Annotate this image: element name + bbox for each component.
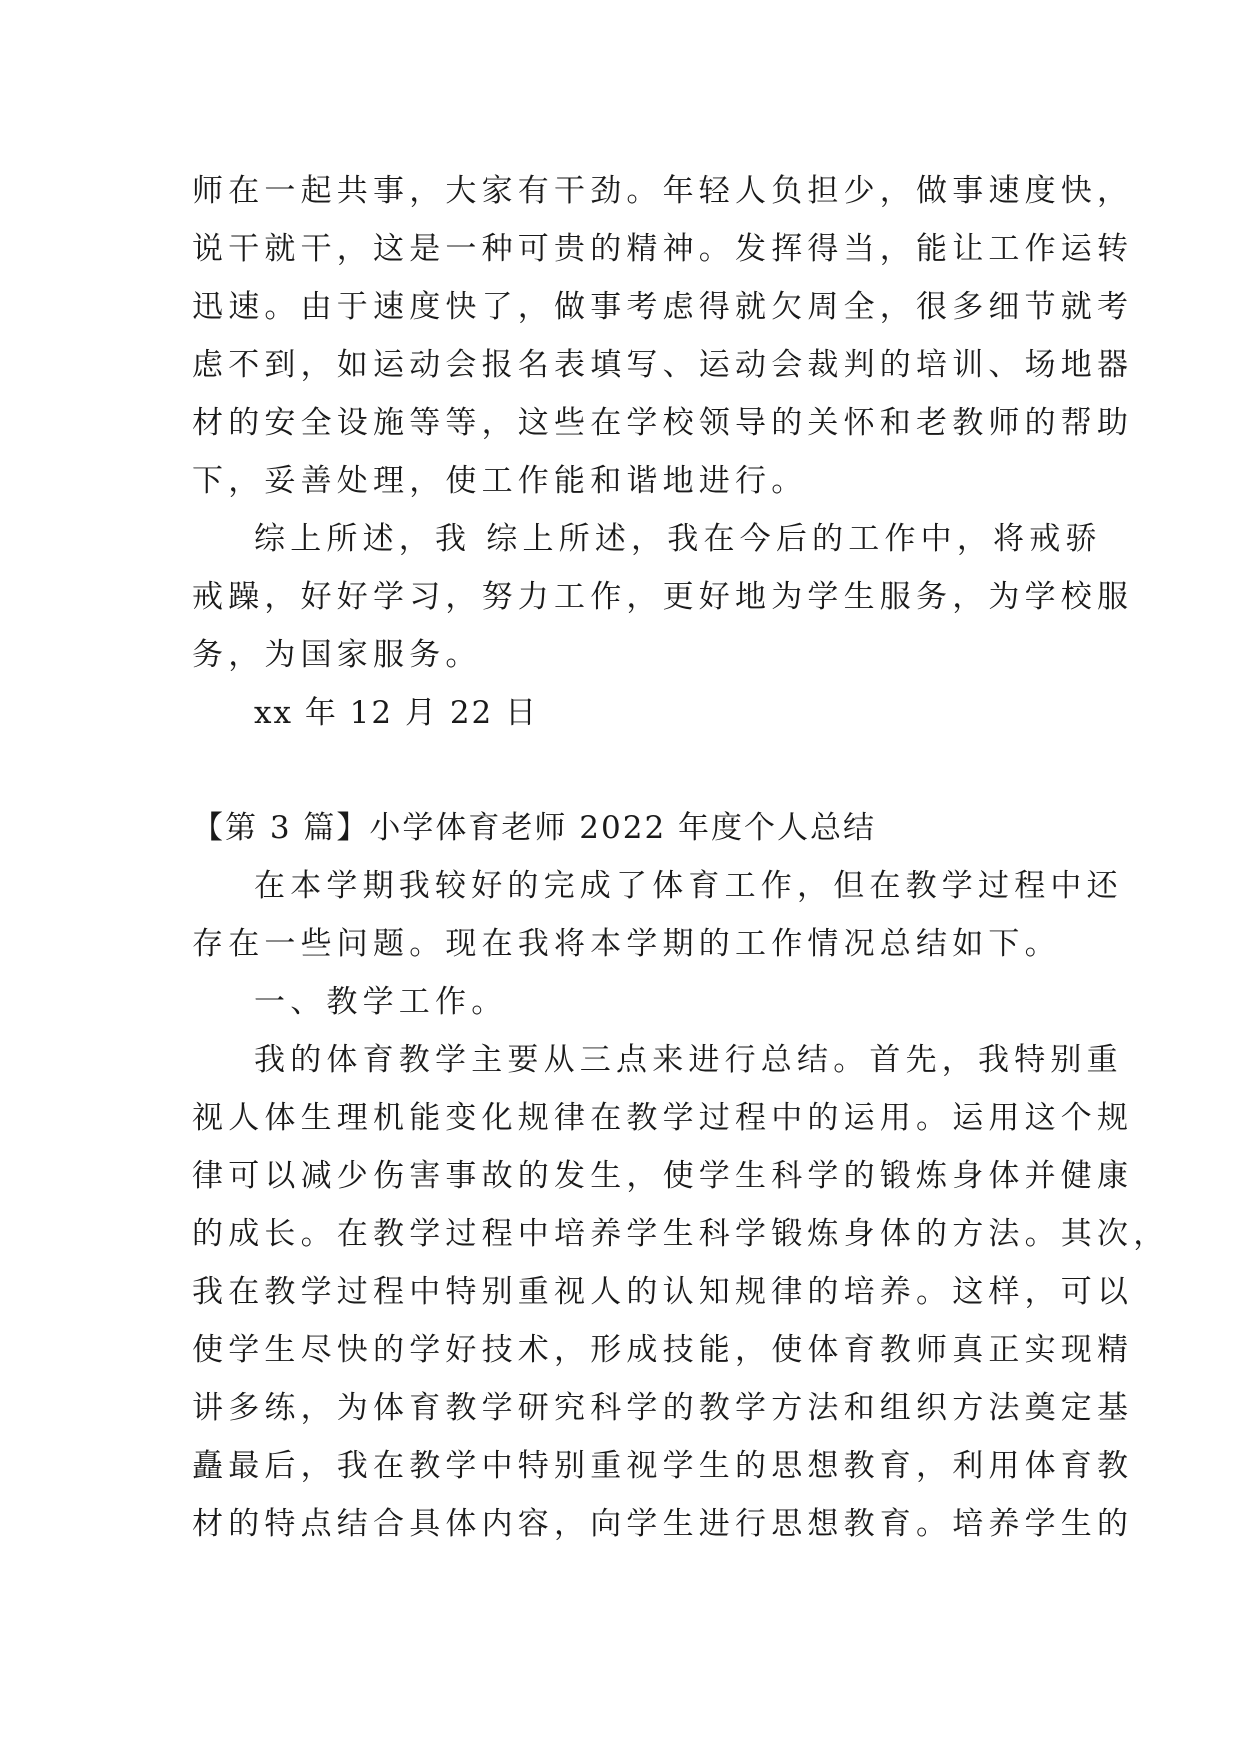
text-line: 在本学期我较好的完成了体育工作，但在教学过程中还 — [254, 868, 1123, 904]
text-line: 材的安全设施等等，这些在学校领导的关怀和老教师的帮助 — [192, 405, 1134, 441]
text-line: 迅速。由于速度快了，做事考虑得就欠周全，很多细节就考 — [192, 289, 1134, 325]
text-line: 综上所述，我 综上所述，我在今后的工作中，将戒骄 — [254, 521, 1102, 557]
text-line: 虑不到，如运动会报名表填写、运动会裁判的培训、场地器 — [192, 347, 1134, 383]
text-line: 视人体生理机能变化规律在教学过程中的运用。运用这个规 — [192, 1100, 1134, 1136]
text-line: 律可以减少伤害事故的发生，使学生科学的锻炼身体并健康 — [192, 1158, 1134, 1194]
text-line: 戒躁，好好学习，努力工作，更好地为学生服务，为学校服 — [192, 579, 1134, 615]
text-line: 的成长。在教学过程中培养学生科学锻炼身体的方法。其次， — [192, 1216, 1170, 1252]
text-line: 师在一起共事，大家有干劲。年轻人负担少，做事速度快， — [192, 173, 1134, 209]
signature-date: xx 年 12 月 22 日 — [254, 695, 539, 731]
text-line: 我在教学过程中特别重视人的认知规律的培养。这样，可以 — [192, 1274, 1134, 1310]
text-line: 我的体育教学主要从三点来进行总结。首先，我特别重 — [254, 1042, 1123, 1078]
text-line: 说干就干，这是一种可贵的精神。发挥得当，能让工作运转 — [192, 231, 1134, 267]
text-line: 务，为国家服务。 — [192, 637, 482, 673]
text-line: 材的特点结合具体内容，向学生进行思想教育。培养学生的 — [192, 1506, 1134, 1542]
text-line: 讲多练，为体育教学研究科学的教学方法和组织方法奠定基 — [192, 1390, 1134, 1426]
section-heading: 【第 3 篇】小学体育老师 2022 年度个人总结 — [192, 810, 877, 846]
text-line: 下，妥善处理，使工作能和谐地进行。 — [192, 463, 808, 499]
subsection-heading: 一、教学工作。 — [254, 984, 508, 1020]
text-line: 存在一些问题。现在我将本学期的工作情况总结如下。 — [192, 926, 1061, 962]
text-line: 矗最后，我在教学中特别重视学生的思想教育，利用体育教 — [192, 1448, 1134, 1484]
text-line: 使学生尽快的学好技术，形成技能，使体育教师真正实现精 — [192, 1332, 1134, 1368]
